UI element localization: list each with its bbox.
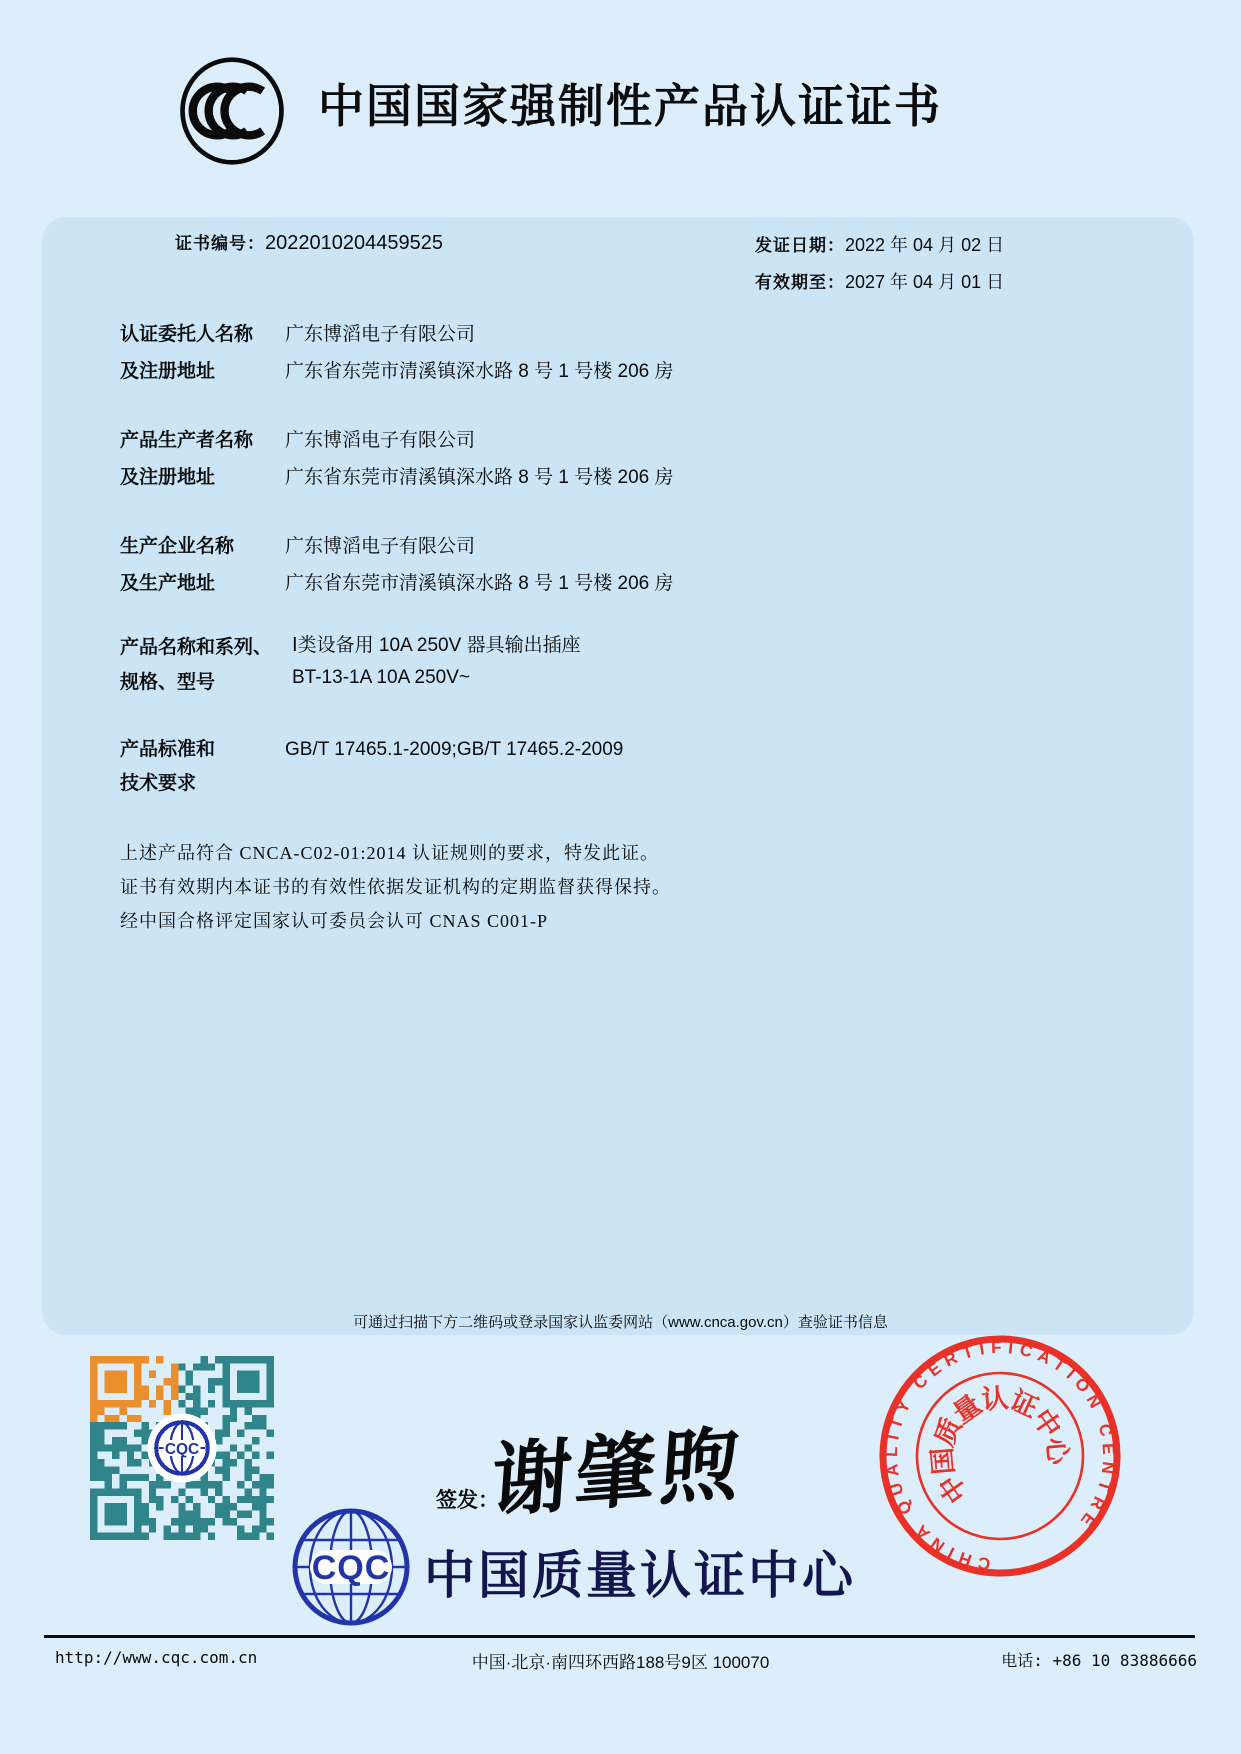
svg-text:认: 认 xyxy=(980,1383,1010,1416)
cqc-globe-icon xyxy=(290,1506,412,1628)
footer-address: 中国·北京·南四环西路188号9区 100070 xyxy=(471,1653,770,1672)
field-label-line: 产品名称和系列、 xyxy=(120,637,273,658)
statement-line: 证书有效期内本证书的有效性依据发证机构的定期监督获得保持。 xyxy=(120,877,671,897)
field-label-line: 认证委托人名称 xyxy=(120,324,254,345)
field-label-line: 产品标准和 xyxy=(120,739,216,760)
issuer-name: 中国质量认证中心 xyxy=(424,1547,857,1604)
field-value-line: 广东博滔电子有限公司 xyxy=(285,536,476,557)
verification-note: 可通过扫描下方二维码或登录国家认监委网站（www.cnca.gov.cn）查验证书信息 xyxy=(353,1314,888,1331)
footer-website: http://www.cqc.com.cn xyxy=(55,1648,258,1667)
signature-handwriting: 谢肇煦 xyxy=(488,1420,747,1528)
official-stamp-icon xyxy=(876,1332,1124,1580)
statement-line: 经中国合格评定国家认可委员会认可 CNAS C001-P xyxy=(120,911,549,931)
svg-text:中: 中 xyxy=(1026,1403,1067,1443)
cqc-logo-label: CQC xyxy=(311,1549,391,1587)
field-value-line: BT-13-1A 10A 250V~ xyxy=(292,667,470,688)
svg-text:证: 证 xyxy=(1005,1385,1043,1424)
field-label-line: 及注册地址 xyxy=(120,361,216,382)
qr-code xyxy=(90,1356,274,1540)
field-value-line: 广东省东莞市清溪镇深水路 8 号 1 号楼 206 房 xyxy=(285,467,674,488)
field-value-line: 广东省东莞市清溪镇深水路 8 号 1 号楼 206 房 xyxy=(285,573,674,594)
field-value-line: 广东博滔电子有限公司 xyxy=(285,324,476,345)
field-value-line: Ⅰ类设备用 10A 250V 器具输出插座 xyxy=(292,635,581,656)
header xyxy=(0,0,1241,217)
statements xyxy=(120,836,1100,938)
expiry-date-label: 有效期至： xyxy=(755,273,845,292)
certificate-number-row xyxy=(175,229,443,255)
footer-phone: 电话: +86 10 83886666 xyxy=(1001,1651,1197,1670)
svg-text:心: 心 xyxy=(1040,1436,1073,1466)
field-value-line: 广东博滔电子有限公司 xyxy=(285,430,476,451)
expiry-date-value: 2027 年 04 月 01 日 xyxy=(845,272,1005,292)
svg-text:量: 量 xyxy=(947,1389,987,1430)
certificate-number-value: 2022010204459525 xyxy=(265,232,443,254)
issue-date-label: 发证日期： xyxy=(755,236,845,255)
field-value-line: GB/T 17465.1-2009;GB/T 17465.2-2009 xyxy=(285,739,624,760)
issue-date-value: 2022 年 04 月 02 日 xyxy=(845,235,1005,255)
footer-divider xyxy=(44,1635,1195,1638)
field-label-line: 产品生产者名称 xyxy=(120,430,254,451)
ccc-mark-icon xyxy=(176,54,288,168)
field-label-line: 及注册地址 xyxy=(120,467,216,488)
svg-text:国: 国 xyxy=(927,1446,960,1476)
qr-cqc-mini-label: CQC xyxy=(164,1440,200,1458)
field-label-line: 规格、型号 xyxy=(120,672,216,693)
svg-text:中: 中 xyxy=(933,1469,974,1509)
certificate-number-label: 证书编号： xyxy=(175,234,265,253)
date-block xyxy=(755,231,1004,305)
certificate-title: 中国国家强制性产品认证证书 xyxy=(318,80,942,132)
field-label-line: 及生产地址 xyxy=(120,573,216,594)
field-label-line: 生产企业名称 xyxy=(120,536,235,557)
field-label-line: 技术要求 xyxy=(120,773,197,794)
stamp-english-text: CHINA QUALITY CERTIFICATION CENTRE xyxy=(881,1337,1119,1574)
statement-line: 上述产品符合 CNCA-C02-01:2014 认证规则的要求，特发此证。 xyxy=(120,843,660,863)
svg-text:CHINA QUALITY CERTIFICATION CE xyxy=(876,1332,1124,1580)
svg-text:质: 质 xyxy=(929,1413,968,1451)
stamp-chinese-text xyxy=(906,1362,1080,1511)
field-value-line: 广东省东莞市清溪镇深水路 8 号 1 号楼 206 房 xyxy=(285,361,674,382)
signoff-label: 签发： xyxy=(436,1488,499,1512)
